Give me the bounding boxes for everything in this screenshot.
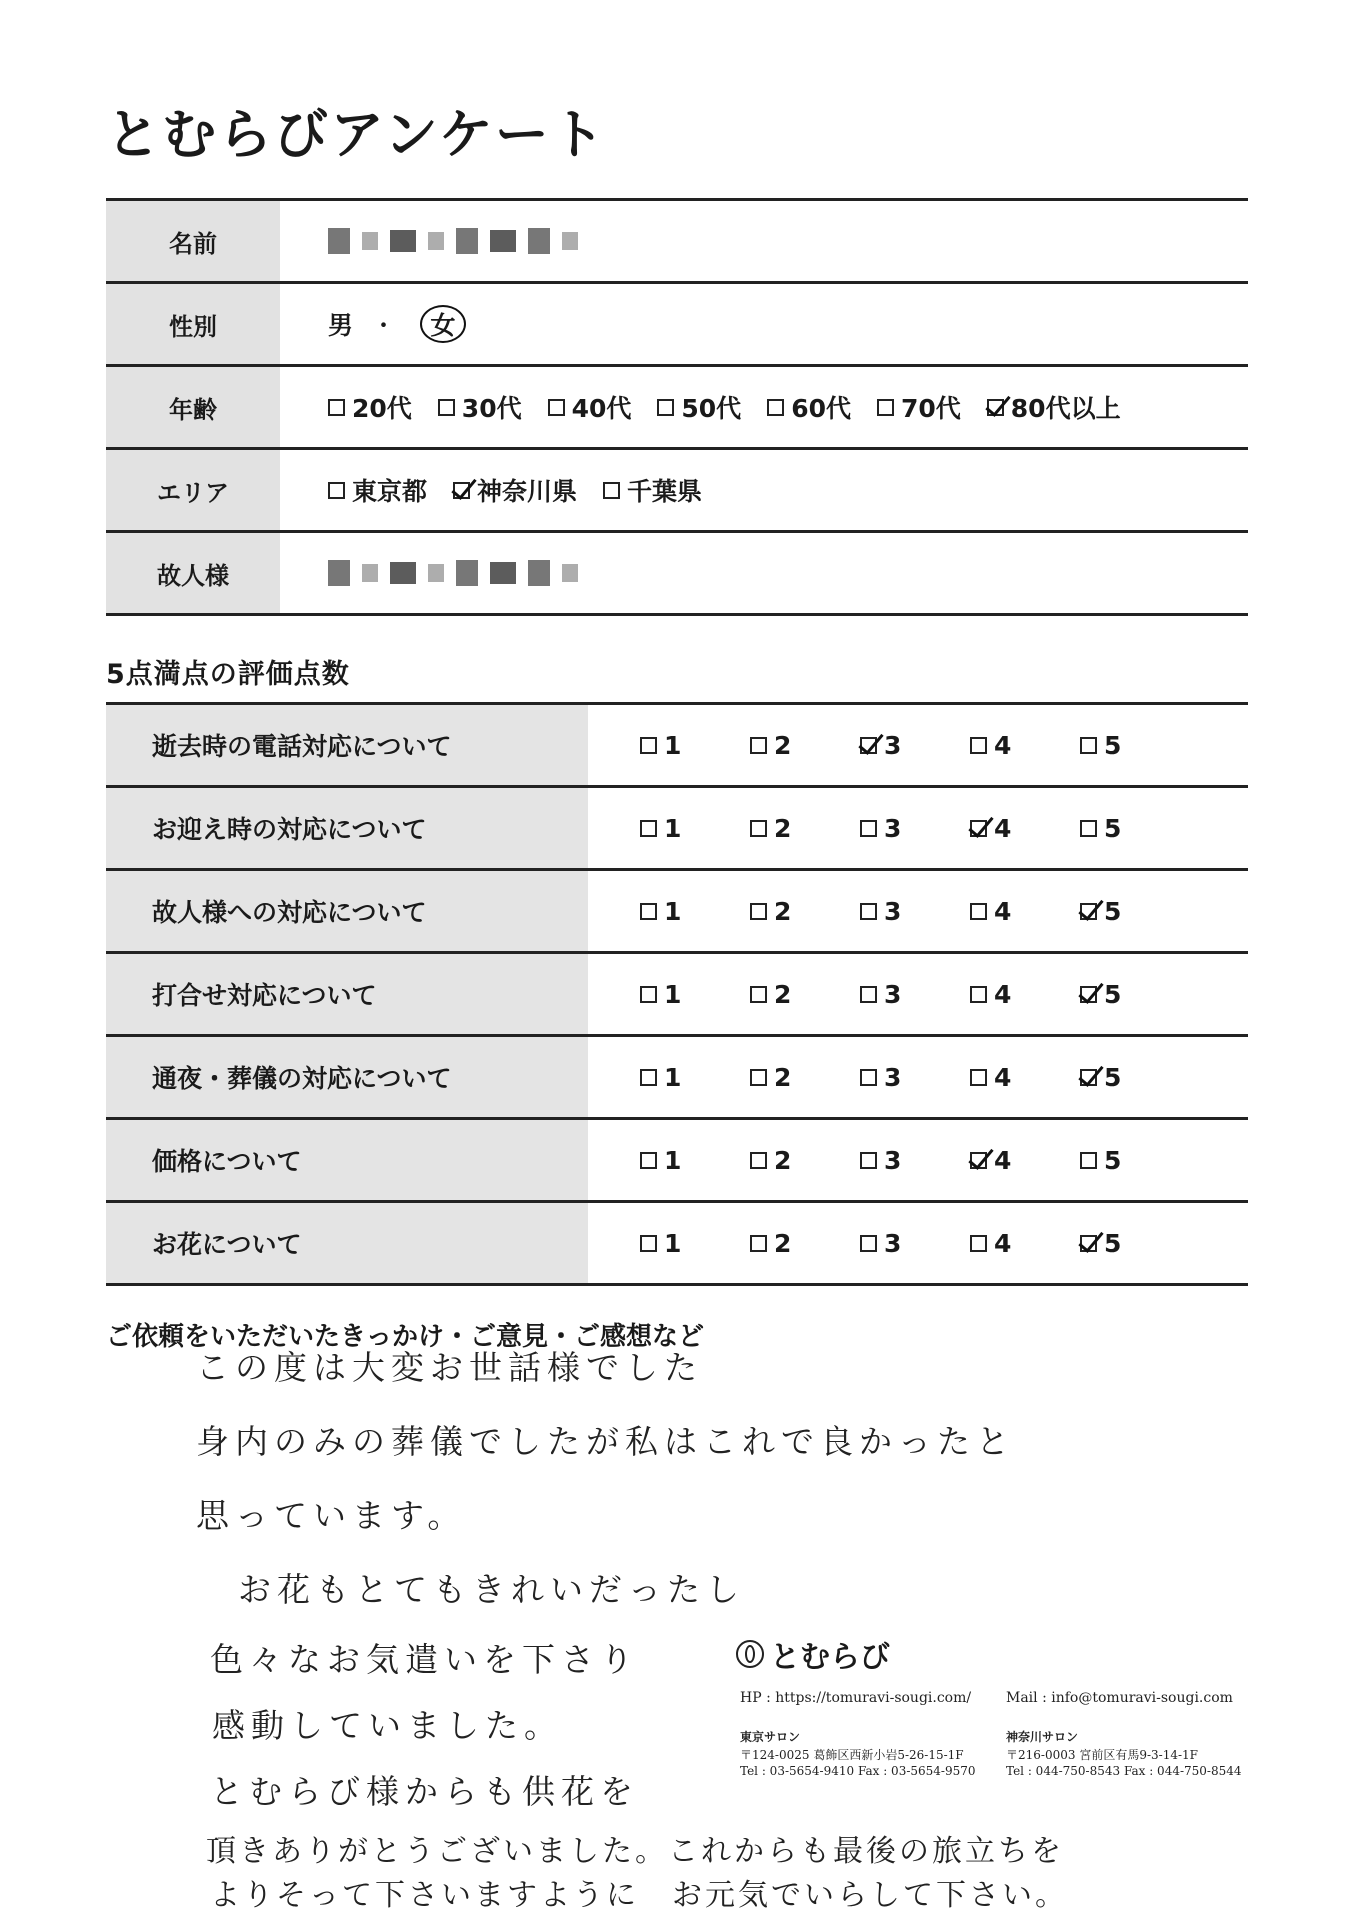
rating-row	[106, 1034, 1248, 1117]
option-label: 50代	[681, 394, 742, 423]
option-label: 3	[884, 979, 902, 1009]
info-table	[106, 198, 1248, 616]
option-label: 1	[664, 1228, 682, 1258]
option-label: 5	[1104, 979, 1122, 1009]
area-option[interactable]	[328, 472, 427, 508]
option-label: 東京都	[352, 477, 428, 506]
age-option[interactable]	[767, 389, 851, 425]
checkbox-icon[interactable]	[640, 1152, 657, 1169]
score-option[interactable]	[1080, 1063, 1190, 1092]
homepage-link[interactable]: HP : https://tomuravi-sougi.com/	[740, 1690, 972, 1706]
checked-box-icon[interactable]	[987, 399, 1004, 416]
name-row	[106, 198, 1248, 281]
score-option[interactable]	[750, 980, 860, 1009]
rating-row	[106, 951, 1248, 1034]
kanagawa-salon-name: 神奈川サロン	[1006, 1730, 1079, 1744]
score-option[interactable]	[1080, 731, 1190, 760]
rating-item-label: お迎え時の対応について	[106, 788, 588, 868]
option-label: 2	[774, 730, 792, 760]
redaction-mosaic	[328, 560, 578, 586]
checkbox-icon[interactable]	[640, 820, 657, 837]
checkbox-icon[interactable]	[860, 903, 877, 920]
score-option[interactable]	[1080, 814, 1190, 843]
checkbox-icon[interactable]	[1080, 1152, 1097, 1169]
option-label: 2	[774, 1062, 792, 1092]
score-option[interactable]	[860, 980, 970, 1009]
rating-item-label: お花について	[106, 1203, 588, 1283]
option-label: 40代	[571, 394, 632, 423]
checkbox-icon[interactable]	[970, 903, 987, 920]
checkbox-icon[interactable]	[640, 737, 657, 754]
age-option[interactable]	[657, 389, 741, 425]
area-option[interactable]	[453, 472, 577, 508]
option-label: 3	[884, 1062, 902, 1092]
option-label: 1	[664, 1145, 682, 1175]
rating-scale	[588, 814, 1190, 843]
age-label: 年齢	[106, 367, 280, 447]
rating-scale	[588, 731, 1190, 760]
age-option[interactable]	[877, 389, 961, 425]
rating-row	[106, 868, 1248, 951]
rating-row	[106, 702, 1248, 785]
gender-label: 性別	[106, 284, 280, 364]
checkbox-icon[interactable]	[328, 399, 345, 416]
deceased-label: 故人様	[106, 533, 280, 613]
score-option[interactable]	[1080, 1229, 1190, 1258]
rating-scale	[588, 1229, 1190, 1258]
rating-scale	[588, 980, 1190, 1009]
checkbox-icon[interactable]	[640, 986, 657, 1003]
score-option[interactable]	[860, 814, 970, 843]
name-value-redacted	[280, 201, 578, 281]
score-option[interactable]	[970, 897, 1080, 926]
gender-separator: ・	[371, 311, 397, 340]
age-option[interactable]	[438, 389, 522, 425]
score-option[interactable]	[750, 897, 860, 926]
checkbox-icon[interactable]	[750, 1235, 767, 1252]
score-option[interactable]	[640, 814, 750, 843]
option-label: 4	[994, 1145, 1012, 1175]
checkbox-icon[interactable]	[750, 903, 767, 920]
mail-link[interactable]: Mail : info@tomuravi-sougi.com	[1006, 1690, 1233, 1706]
option-label: 2	[774, 1228, 792, 1258]
checkbox-icon[interactable]	[767, 399, 784, 416]
option-label: 4	[994, 979, 1012, 1009]
option-label: 千葉県	[627, 477, 703, 506]
area-label: エリア	[106, 450, 280, 530]
rating-item-label: 通夜・葬儀の対応について	[106, 1037, 588, 1117]
checked-box-icon[interactable]	[1080, 1069, 1097, 1086]
checkbox-icon[interactable]	[750, 1069, 767, 1086]
handwritten-line: 感動していました。	[212, 1706, 563, 1745]
brand-name: とむらび	[770, 1640, 890, 1675]
checked-box-icon[interactable]	[970, 820, 987, 837]
rating-table	[106, 702, 1248, 1286]
score-option[interactable]	[750, 731, 860, 760]
score-option[interactable]	[640, 1146, 750, 1175]
score-option[interactable]	[640, 980, 750, 1009]
checkbox-icon[interactable]	[750, 737, 767, 754]
checkbox-icon[interactable]	[640, 1235, 657, 1252]
score-option[interactable]	[860, 897, 970, 926]
option-label: 3	[884, 896, 902, 926]
handwritten-line: 思っています。	[196, 1496, 467, 1535]
checkbox-icon[interactable]	[603, 482, 620, 499]
option-label: 神奈川県	[477, 477, 578, 506]
option-label: 70代	[900, 394, 961, 423]
rating-row	[106, 1200, 1248, 1286]
checkbox-icon[interactable]	[750, 1152, 767, 1169]
option-label: 5	[1104, 1145, 1122, 1175]
checkbox-icon[interactable]	[438, 399, 455, 416]
area-row	[106, 447, 1248, 530]
gender-row	[106, 281, 1248, 364]
area-option[interactable]	[603, 472, 702, 508]
option-label: 3	[884, 1228, 902, 1258]
score-option[interactable]	[640, 731, 750, 760]
brand-logo	[736, 1632, 890, 1676]
name-label: 名前	[106, 201, 280, 281]
rating-row	[106, 785, 1248, 868]
handwritten-line: お花もとてもきれいだったし	[238, 1570, 745, 1609]
checkbox-icon[interactable]	[877, 399, 894, 416]
score-option[interactable]	[970, 980, 1080, 1009]
checkbox-icon[interactable]	[970, 737, 987, 754]
option-label: 5	[1104, 1228, 1122, 1258]
score-option[interactable]	[750, 1229, 860, 1258]
option-label: 5	[1104, 730, 1122, 760]
option-label: 4	[994, 730, 1012, 760]
option-label: 80代以上	[1010, 394, 1121, 423]
option-label: 4	[994, 813, 1012, 843]
age-option[interactable]	[328, 389, 412, 425]
score-option[interactable]	[970, 1063, 1080, 1092]
option-label: 3	[884, 730, 902, 760]
area-options	[280, 450, 728, 530]
age-options	[280, 367, 1147, 447]
score-option[interactable]	[970, 731, 1080, 760]
option-label: 2	[774, 813, 792, 843]
checkbox-icon[interactable]	[657, 399, 674, 416]
option-label: 4	[994, 896, 1012, 926]
checked-box-icon[interactable]	[1080, 903, 1097, 920]
rating-scale	[588, 1063, 1190, 1092]
score-option[interactable]	[750, 1063, 860, 1092]
option-label: 30代	[461, 394, 522, 423]
comments-title: ご依頼をいただいたきっかけ・ご意見・ご感想など	[106, 1322, 705, 1352]
checked-box-icon[interactable]	[860, 737, 877, 754]
age-option[interactable]	[987, 389, 1121, 425]
score-option[interactable]	[640, 1229, 750, 1258]
option-label: 4	[994, 1062, 1012, 1092]
handwritten-line: よりそって下さいますように お元気でいらして下さい。	[210, 1878, 1068, 1913]
gender-male[interactable]: 男	[328, 311, 354, 340]
score-option[interactable]	[860, 1229, 970, 1258]
rating-item-label: 逝去時の電話対応について	[106, 705, 588, 785]
score-option[interactable]	[860, 731, 970, 760]
checkbox-icon[interactable]	[1080, 737, 1097, 754]
score-option[interactable]	[860, 1146, 970, 1175]
handwritten-line: 色々なお気遣いを下さり	[210, 1640, 639, 1679]
handwritten-line: 身内のみの葬儀でしたが私はこれで良かったと	[196, 1422, 1015, 1461]
option-label: 2	[774, 896, 792, 926]
checkbox-icon[interactable]	[640, 903, 657, 920]
tokyo-salon-name: 東京サロン	[740, 1730, 801, 1744]
checkbox-icon[interactable]	[750, 820, 767, 837]
handwritten-line: 頂きありがとうございました。これからも最後の旅立ちを	[206, 1834, 1064, 1869]
checkbox-icon[interactable]	[970, 1235, 987, 1252]
checkbox-icon[interactable]	[970, 1069, 987, 1086]
checkbox-icon[interactable]	[860, 986, 877, 1003]
checkbox-icon[interactable]	[640, 1069, 657, 1086]
option-label: 1	[664, 896, 682, 926]
score-option[interactable]	[970, 1229, 1080, 1258]
score-option[interactable]	[1080, 1146, 1190, 1175]
option-label: 5	[1104, 1062, 1122, 1092]
checkbox-icon[interactable]	[750, 986, 767, 1003]
rating-item-label: 故人様への対応について	[106, 871, 588, 951]
score-option[interactable]	[750, 1146, 860, 1175]
score-option[interactable]	[1080, 980, 1190, 1009]
handwritten-line: とむらび様からも供花を	[210, 1772, 639, 1811]
tokyo-salon-phone: Tel : 03-5654-9410 Fax : 03-5654-9570	[740, 1764, 976, 1778]
age-option[interactable]	[548, 389, 632, 425]
checked-box-icon[interactable]	[453, 482, 470, 499]
checkbox-icon[interactable]	[860, 1235, 877, 1252]
option-label: 60代	[791, 394, 851, 423]
checked-box-icon[interactable]	[1080, 1235, 1097, 1252]
option-label: 1	[664, 813, 682, 843]
option-label: 3	[884, 813, 902, 843]
score-option[interactable]	[970, 1146, 1080, 1175]
checked-box-icon[interactable]	[1080, 986, 1097, 1003]
gender-female-circled[interactable]: 女	[420, 305, 466, 343]
handwritten-line: この度は大変お世話様でした	[196, 1348, 703, 1387]
checkbox-icon[interactable]	[970, 986, 987, 1003]
rating-scale	[588, 1146, 1190, 1175]
rating-section-title: 5点満点の評価点数	[106, 659, 350, 690]
tokyo-salon-address: 〒124-0025 葛飾区西新小岩5-26-15-1F	[740, 1748, 964, 1762]
rating-item-label: 価格について	[106, 1120, 588, 1200]
score-option[interactable]	[750, 814, 860, 843]
option-label: 2	[774, 979, 792, 1009]
rating-item-label: 打合せ対応について	[106, 954, 588, 1034]
survey-title: とむらびアンケート	[106, 103, 607, 166]
option-label: 3	[884, 1145, 902, 1175]
score-option[interactable]	[970, 814, 1080, 843]
age-row	[106, 364, 1248, 447]
option-label: 1	[664, 730, 682, 760]
option-label: 5	[1104, 813, 1122, 843]
brand-logo-icon	[736, 1640, 764, 1668]
checked-box-icon[interactable]	[970, 1152, 987, 1169]
option-label: 2	[774, 1145, 792, 1175]
score-option[interactable]	[860, 1063, 970, 1092]
score-option[interactable]	[1080, 897, 1190, 926]
checkbox-icon[interactable]	[860, 1152, 877, 1169]
rating-row	[106, 1117, 1248, 1200]
option-label: 1	[664, 1062, 682, 1092]
checkbox-icon[interactable]	[860, 820, 877, 837]
checkbox-icon[interactable]	[860, 1069, 877, 1086]
checkbox-icon[interactable]	[1080, 820, 1097, 837]
rating-scale	[588, 897, 1190, 926]
kanagawa-salon-phone: Tel : 044-750-8543 Fax : 044-750-8544	[1006, 1764, 1242, 1778]
option-label: 4	[994, 1228, 1012, 1258]
deceased-value-redacted	[280, 533, 578, 613]
checkbox-icon[interactable]	[548, 399, 565, 416]
deceased-row	[106, 530, 1248, 616]
redaction-mosaic	[328, 228, 578, 254]
option-label: 20代	[352, 394, 412, 423]
score-option[interactable]	[640, 897, 750, 926]
checkbox-icon[interactable]	[328, 482, 345, 499]
option-label: 1	[664, 979, 682, 1009]
kanagawa-salon-address: 〒216-0003 宮前区有馬9-3-14-1F	[1006, 1748, 1198, 1762]
option-label: 5	[1104, 896, 1122, 926]
score-option[interactable]	[640, 1063, 750, 1092]
